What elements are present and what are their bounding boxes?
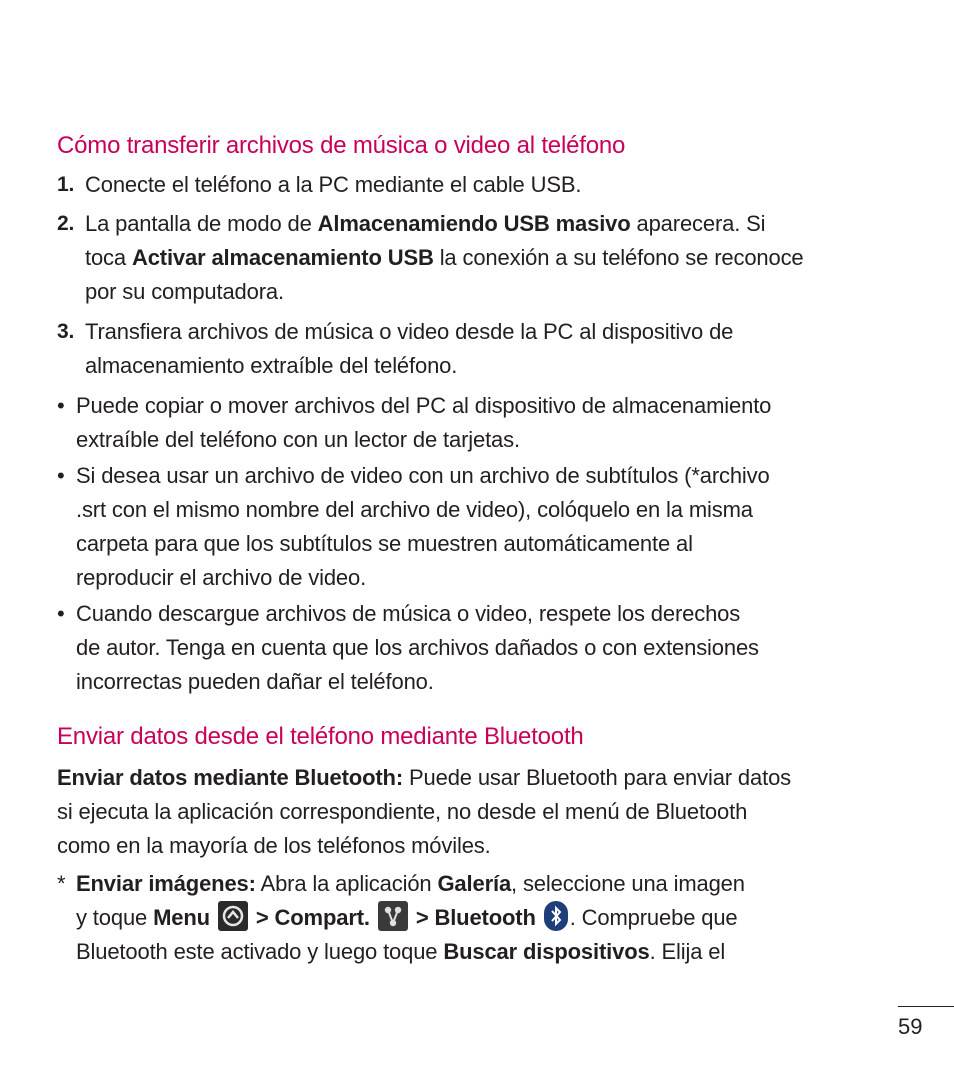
note-text: Enviar imágenes: Abra la aplicación Galería, seleccione una imagen y toque Menu > Compart. > Bluetooth . Compruebe que Bluetooth este activado y luego toque Buscar dispositivos. Elija el xyxy=(76,871,745,964)
bullet-item xyxy=(0,459,954,595)
section-heading-bluetooth: Enviar datos desde el teléfono mediante Bluetooth xyxy=(57,723,584,750)
share-icon xyxy=(378,901,408,931)
note-mark: * xyxy=(57,871,66,896)
bullet-text: Cuando descargue archivos de música o video, respete los derechos de autor. Tenga en cuenta que los archivos dañados o con extensiones incorrectas pueden dañar el teléfono. xyxy=(76,601,759,694)
bullet-mark: • xyxy=(57,463,65,488)
bullet-text: Puede copiar o mover archivos del PC al dispositivo de almacenamiento extraíble del teléfono con un lector de tarjetas. xyxy=(76,393,772,452)
step-1 xyxy=(0,168,954,202)
step-text: La pantalla de modo de Almacenamiendo USB masivo aparecera. Si toca Activar almacenamiento USB la conexión a su teléfono se reconoce por su computadora. xyxy=(85,211,804,304)
bullet-item xyxy=(0,597,954,699)
page-number: 59 xyxy=(898,1014,923,1039)
activate-usb-label: Activar almacenamiento USB xyxy=(131,245,434,270)
menu-icon xyxy=(218,901,248,931)
step-text: Transfiera archivos de música o video desde la PC al dispositivo de almacenamiento extraíble del teléfono. xyxy=(85,319,734,378)
note-item xyxy=(0,867,954,971)
usb-mode-label: Almacenamiendo USB masivo xyxy=(317,211,631,236)
footer-rule xyxy=(898,1006,954,1007)
step-number: 2. xyxy=(57,212,75,235)
bluetooth-icon xyxy=(544,901,568,931)
step-3 xyxy=(0,315,954,383)
section-heading-transfer: Cómo transferir archivos de música o video al teléfono xyxy=(57,132,626,159)
step-2 xyxy=(0,207,954,309)
bluetooth-intro: Enviar datos mediante Bluetooth: Puede usar Bluetooth para enviar datos si ejecuta la aplicación correspondiente, no desde el menú de Bluetooth como en la mayoría de los teléfonos móviles. xyxy=(57,765,792,858)
bullet-item xyxy=(0,389,954,457)
bullet-mark: • xyxy=(57,601,65,626)
intro-bold-label: Enviar datos mediante Bluetooth: xyxy=(57,765,404,790)
bullet-mark: • xyxy=(57,393,65,418)
step-text: Conecte el teléfono a la PC mediante el cable USB. xyxy=(85,172,582,197)
bullet-text: Si desea usar un archivo de video con un archivo de subtítulos (*archivo .srt con el mismo nombre del archivo de video), colóquelo en la misma carpeta para que los subtítulos se muestren automáticamente al reproducir el archivo de video. xyxy=(76,463,770,590)
step-number: 3. xyxy=(57,320,75,343)
step-number: 1. xyxy=(57,173,75,196)
